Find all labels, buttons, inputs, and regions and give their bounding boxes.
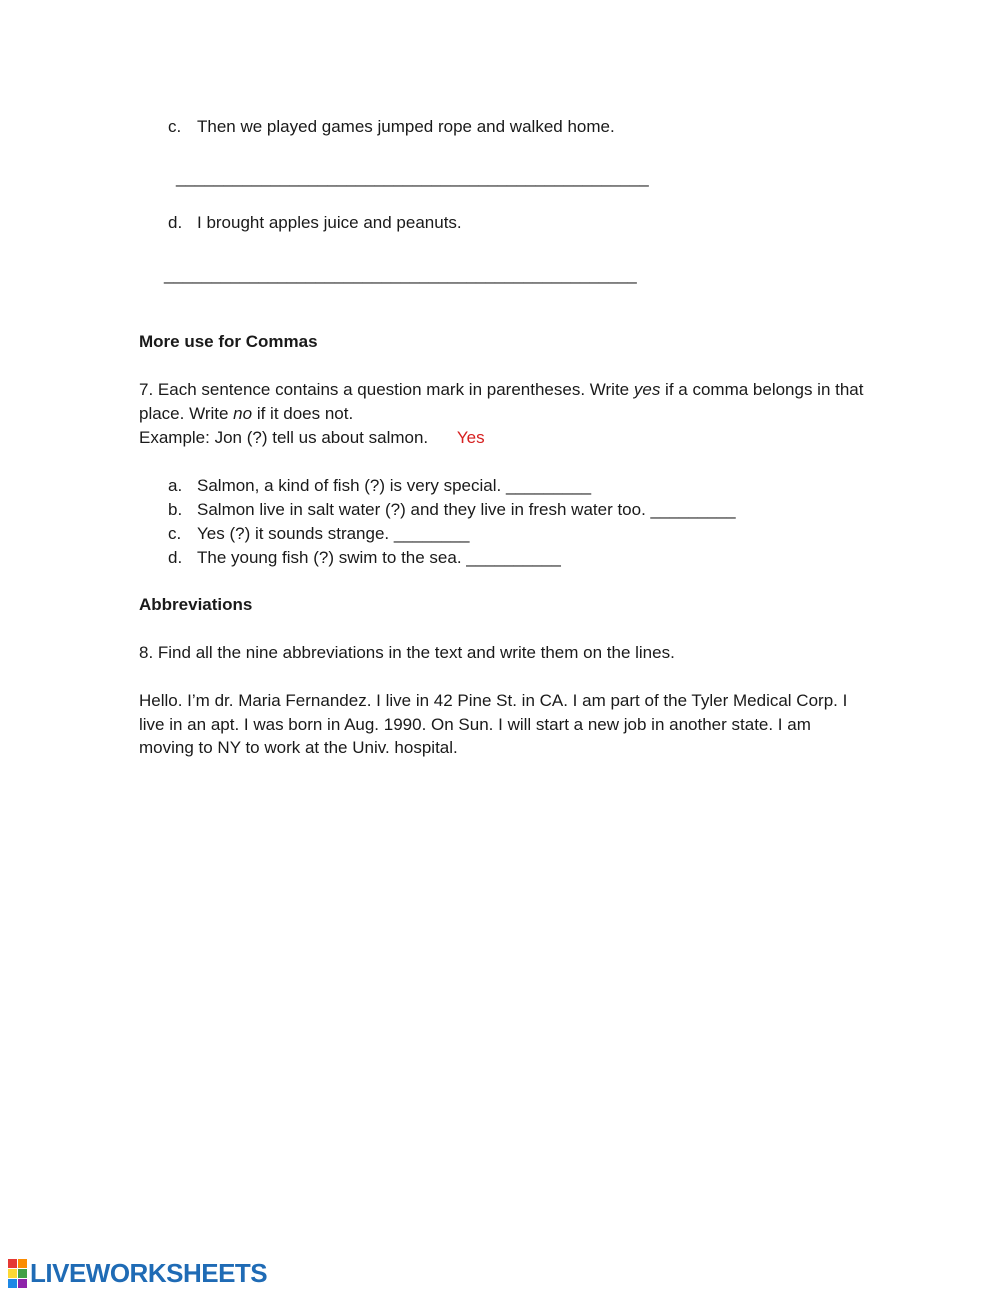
example-text: Example: Jon (?) tell us about salmon. xyxy=(139,428,429,447)
logo-square xyxy=(8,1269,17,1278)
logo-square xyxy=(18,1269,27,1278)
logo-square xyxy=(8,1279,17,1288)
item-label: b. xyxy=(168,500,183,519)
instruction-yes: yes xyxy=(633,380,661,399)
logo-mark-icon xyxy=(8,1259,27,1288)
abbrev-passage: Hello. I’m dr. Maria Fernandez. I live in 42 Pine St. in CA. I am part of the Tyler Medical Corp. I live in an apt. I was born in Aug. 1990. On Sun. I will start a new job in another state. I am moving to NY to work at the Univ. hospital. xyxy=(139,691,848,757)
commas-example xyxy=(139,426,485,450)
example-answer: Yes xyxy=(456,428,485,447)
item-text[interactable]: Salmon, a kind of fish (?) is very special. _________ xyxy=(197,476,592,495)
section-heading-commas: More use for Commas xyxy=(139,332,318,351)
abbrev-instruction: 8. Find all the nine abbreviations in the text and write them on the lines. xyxy=(139,643,675,662)
instruction-text: if a comma belongs in that place. Write xyxy=(139,380,864,423)
instruction-text: if it does not. xyxy=(252,403,354,423)
logo-text: LIVEWORKSHEETS xyxy=(30,1257,268,1288)
logo-square xyxy=(8,1259,17,1268)
item-label: d. xyxy=(168,213,183,232)
liveworksheets-logo xyxy=(8,1259,267,1287)
item-label: a. xyxy=(168,476,183,495)
item-text: Then we played games jumped rope and walked home. xyxy=(197,117,615,136)
item-label: c. xyxy=(168,524,182,543)
item-label: d. xyxy=(168,548,183,567)
instruction-no: no xyxy=(233,403,253,423)
item-text[interactable]: The young fish (?) swim to the sea. __________ xyxy=(197,548,561,567)
item-text[interactable]: Salmon live in salt water (?) and they live in fresh water too. _________ xyxy=(197,500,736,519)
item-text: I brought apples juice and peanuts. xyxy=(197,213,462,232)
section-heading-abbreviations: Abbreviations xyxy=(139,595,253,614)
answer-line-d[interactable]: __________________________________________________ xyxy=(164,265,637,284)
item-text[interactable]: Yes (?) it sounds strange. ________ xyxy=(197,524,470,543)
instruction-text: 7. Each sentence contains a question mark in parentheses. Write xyxy=(139,380,634,399)
answer-line-c[interactable]: __________________________________________________ xyxy=(176,168,649,187)
logo-square xyxy=(18,1279,27,1288)
item-label: c. xyxy=(168,117,182,136)
logo-square xyxy=(18,1259,27,1268)
commas-instruction xyxy=(139,378,869,425)
